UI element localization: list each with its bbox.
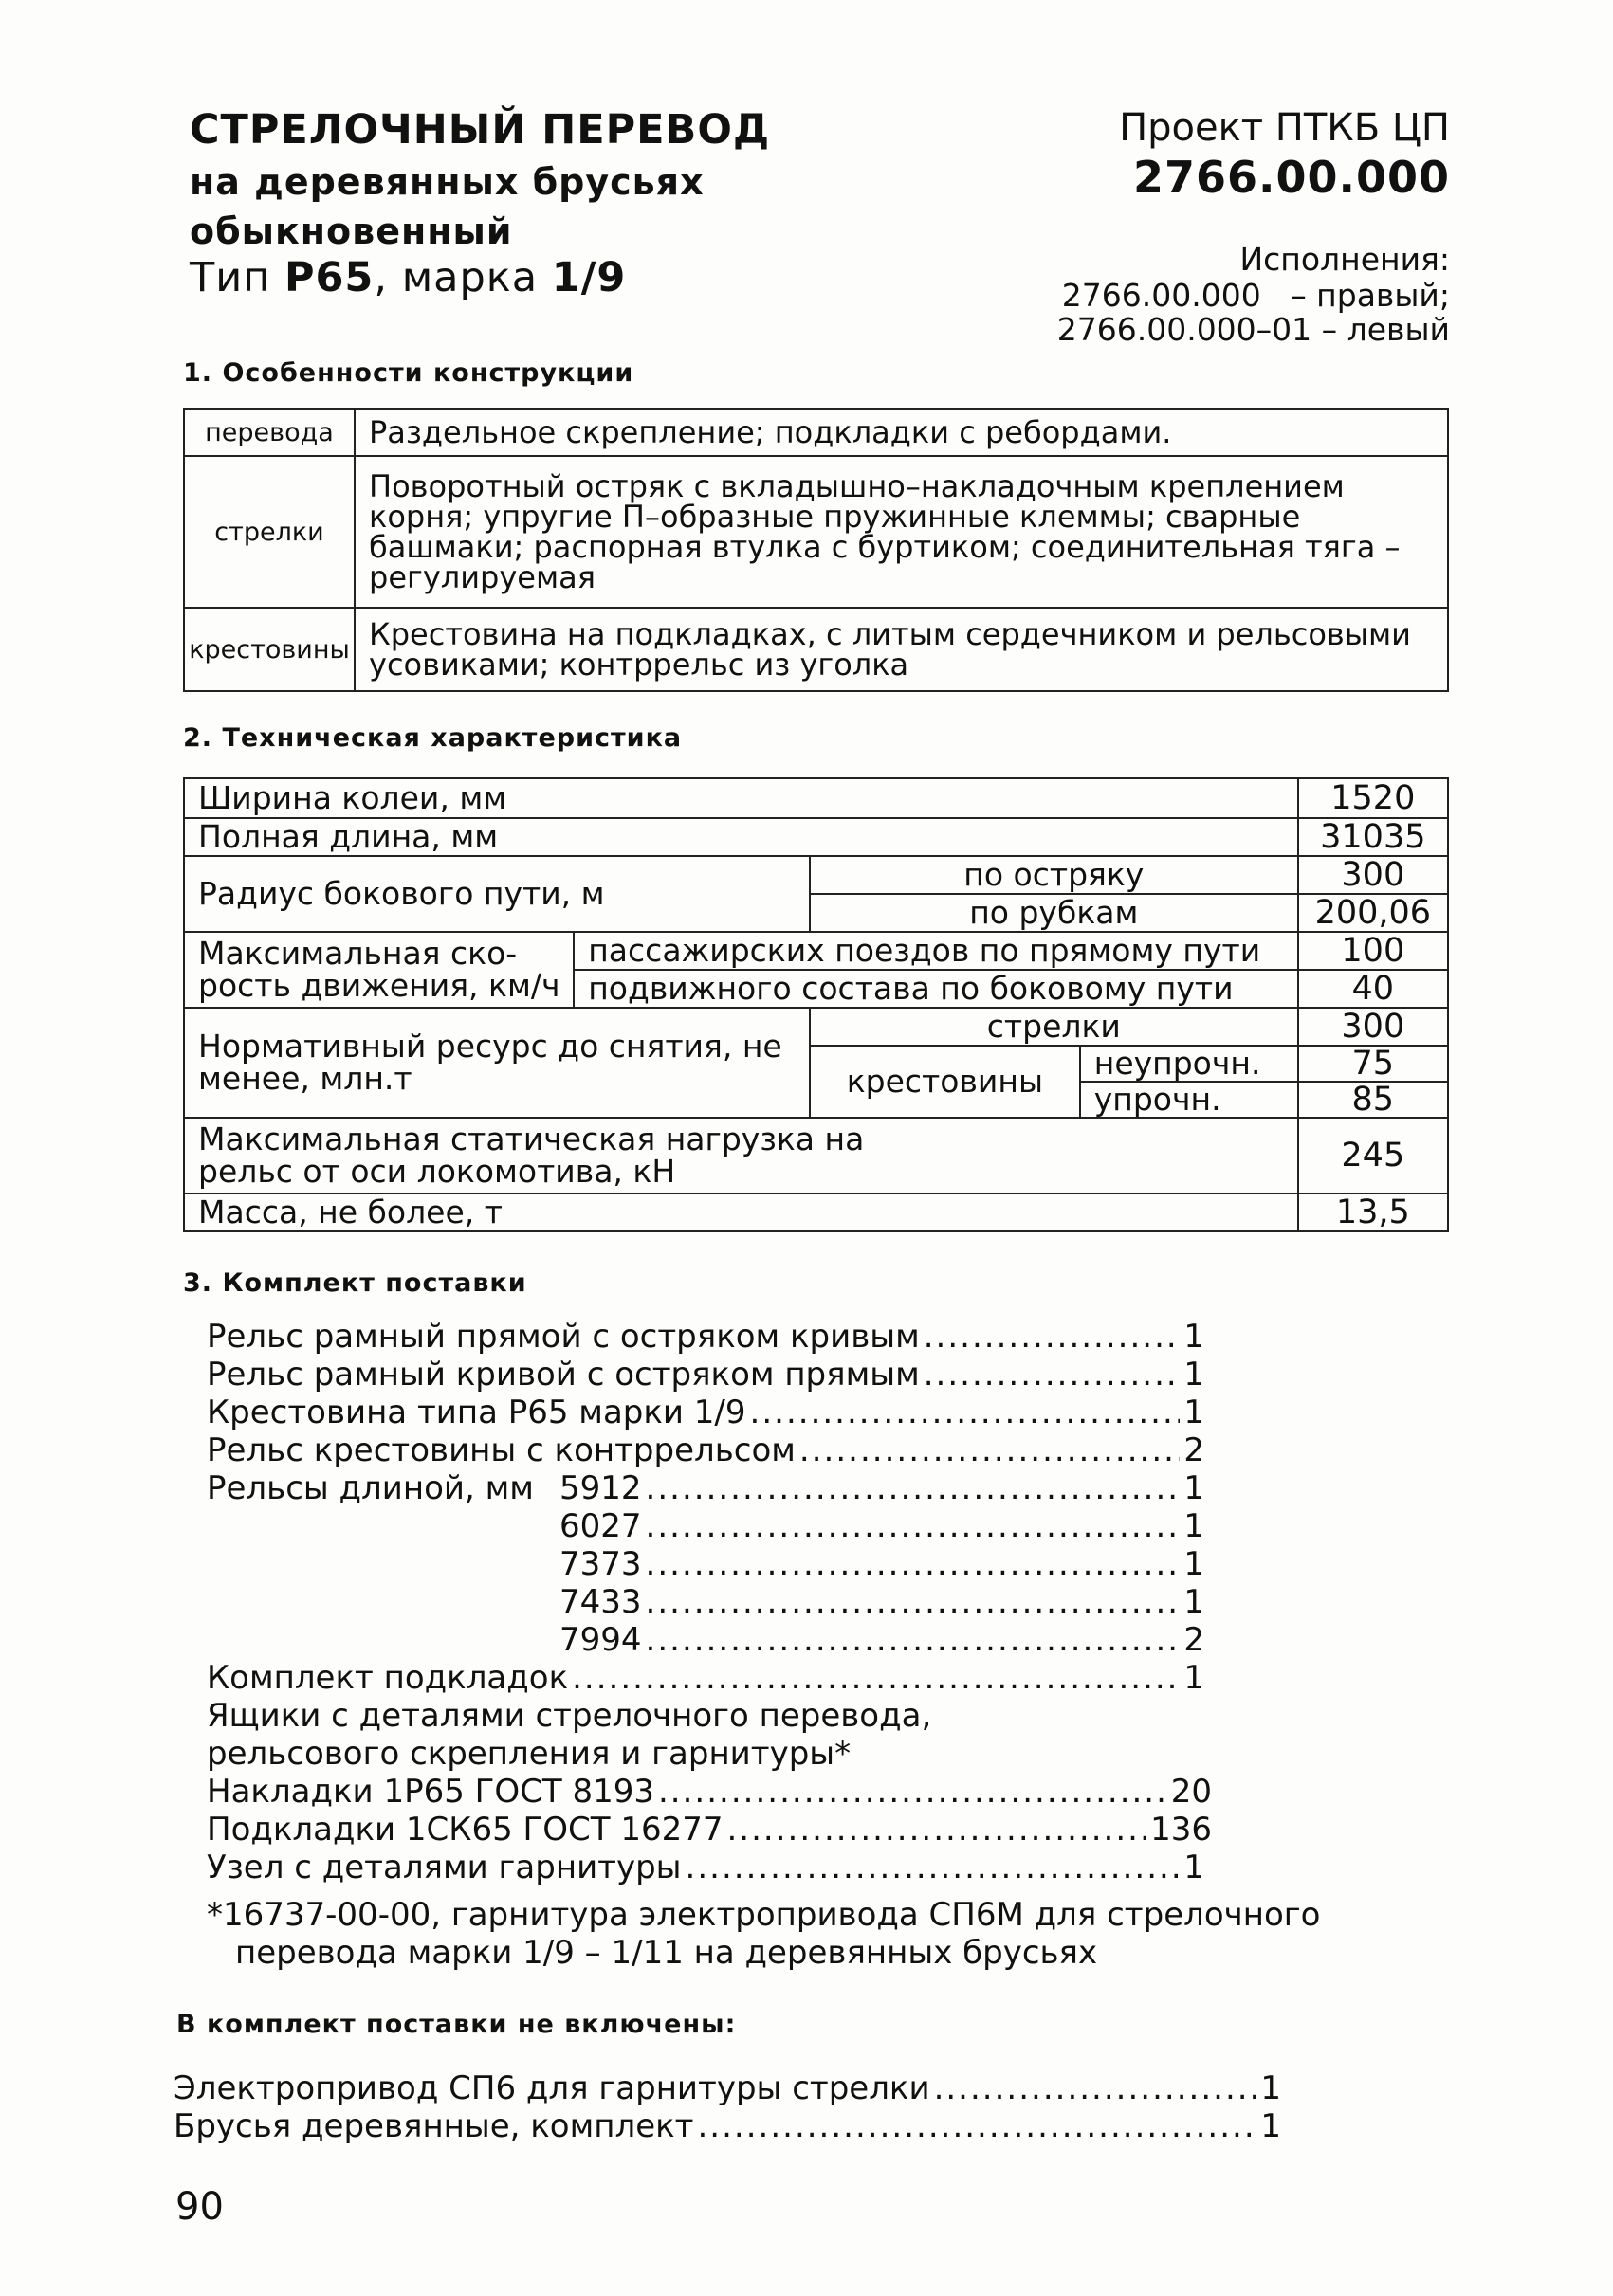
leader-dots bbox=[750, 1394, 1181, 1431]
table-row bbox=[184, 778, 1448, 818]
resource-frog-hardened-value: 85 bbox=[1298, 1082, 1448, 1118]
gauge-value: 1520 bbox=[1298, 778, 1448, 818]
not-included-title: В комплект поставки не включены: bbox=[176, 2010, 737, 2039]
resource-switch-value: 300 bbox=[1298, 1008, 1448, 1046]
list-item bbox=[207, 1356, 1204, 1394]
type-grade-line bbox=[190, 254, 626, 301]
leader-dots bbox=[646, 1621, 1181, 1659]
item-name: Рельс крестовины с контррельсом bbox=[207, 1431, 796, 1469]
page-number: 90 bbox=[175, 2185, 224, 2229]
title-subline-1: на деревянных брусьях bbox=[190, 161, 705, 203]
leader-dots bbox=[658, 1773, 1167, 1811]
rail-length: 5912 bbox=[559, 1469, 642, 1507]
boxes-line-1: Ящики с деталями стрелочного перевода, bbox=[207, 1697, 932, 1735]
design-features-table bbox=[183, 408, 1449, 692]
list-item bbox=[559, 1545, 1204, 1583]
rail-length: 7433 bbox=[559, 1583, 642, 1621]
type-prefix: Тип bbox=[190, 254, 284, 301]
item-qty: 1 bbox=[1183, 1356, 1204, 1394]
rail-qty: 1 bbox=[1183, 1469, 1204, 1507]
gauge-label: Ширина колеи, мм bbox=[184, 778, 1298, 818]
item-name: Подкладки 1СК65 ГОСТ 16277 bbox=[207, 1811, 724, 1849]
table-row bbox=[184, 1194, 1448, 1231]
item-name: Электропривод СП6 для гарнитуры стрелки bbox=[174, 2069, 930, 2107]
item-name: Крестовина типа Р65 марки 1/9 bbox=[207, 1394, 746, 1431]
row-label: перевода bbox=[184, 409, 355, 456]
list-item bbox=[207, 1811, 1212, 1849]
item-name: Узел с деталями гарнитуры bbox=[207, 1849, 682, 1886]
length-value: 31035 bbox=[1298, 818, 1448, 856]
item-name: Брусья деревянные, комплект bbox=[174, 2107, 694, 2145]
boxes-line-2: рельсового скрепления и гарнитуры* bbox=[207, 1735, 852, 1773]
list-item bbox=[174, 2069, 1281, 2107]
row-text: Раздельное скрепление; подкладки с ребордами. bbox=[355, 409, 1448, 456]
technical-specs-table bbox=[183, 777, 1449, 1232]
leader-dots bbox=[799, 1431, 1180, 1469]
load-label: Максимальная статическая нагрузка на рельс от оси локомотива, кН bbox=[184, 1118, 1298, 1194]
list-item bbox=[207, 1659, 1204, 1697]
table-row bbox=[184, 1118, 1448, 1194]
grade-value: 1/9 bbox=[551, 254, 627, 301]
radius-switch-label: по остряку bbox=[810, 856, 1298, 894]
item-qty: 1 bbox=[1260, 2107, 1281, 2145]
leader-dots bbox=[924, 1356, 1181, 1394]
row-text: Поворотный остряк с вкладышно–накладочным креплением корня; упругие П–образные пружинные клеммы; сварные башмаки; распорная втулка с буртиком; соединительная тяга – регулируемая bbox=[355, 456, 1448, 608]
speed-side-label: подвижного состава по боковому пути bbox=[574, 970, 1297, 1008]
list-item bbox=[207, 1318, 1204, 1356]
executions-label: Исполнения: bbox=[1239, 241, 1450, 278]
table-row bbox=[184, 818, 1448, 856]
item-qty: 1 bbox=[1183, 1659, 1204, 1697]
resource-frog-hardened-label: упрочн. bbox=[1080, 1082, 1298, 1118]
radius-rail-value: 200,06 bbox=[1298, 894, 1448, 932]
leader-dots bbox=[646, 1469, 1181, 1507]
leader-dots bbox=[934, 2069, 1257, 2107]
rail-qty: 1 bbox=[1183, 1583, 1204, 1621]
footnote-line-1: *16737-00-00, гарнитура электропривода СП6М для стрелочного bbox=[207, 1896, 1321, 1934]
mass-label: Масса, не более, т bbox=[184, 1194, 1298, 1231]
item-qty: 1 bbox=[1183, 1849, 1204, 1886]
rail-qty: 1 bbox=[1183, 1507, 1204, 1545]
type-value: Р65 bbox=[284, 254, 375, 301]
leader-dots bbox=[697, 2107, 1256, 2145]
item-name: Комплект подкладок bbox=[207, 1659, 569, 1697]
table-row bbox=[184, 932, 1448, 970]
item-name: Накладки 1Р65 ГОСТ 8193 bbox=[207, 1773, 654, 1811]
execution-left: 2766.00.000–01 – левый bbox=[1056, 311, 1450, 348]
list-item bbox=[174, 2107, 1281, 2145]
rail-length: 7373 bbox=[559, 1545, 642, 1583]
section3-title: 3. Комплект поставки bbox=[183, 1268, 527, 1298]
row-label: стрелки bbox=[184, 456, 355, 608]
leader-dots bbox=[686, 1849, 1181, 1886]
document-title: СТРЕЛОЧНЫЙ ПЕРЕВОД bbox=[190, 106, 771, 154]
section1-title: 1. Особенности конструкции bbox=[183, 358, 634, 388]
list-item bbox=[207, 1849, 1204, 1886]
resource-frog-label: крестовины bbox=[810, 1046, 1080, 1118]
list-item bbox=[559, 1583, 1204, 1621]
table-row bbox=[184, 608, 1448, 691]
item-name: Рельс рамный кривой с остряком прямым bbox=[207, 1356, 920, 1394]
list-item bbox=[207, 1773, 1212, 1811]
list-item bbox=[559, 1621, 1204, 1659]
rail-qty: 1 bbox=[1183, 1545, 1204, 1583]
leader-dots bbox=[646, 1507, 1181, 1545]
speed-straight-value: 100 bbox=[1298, 932, 1448, 970]
length-label: Полная длина, мм bbox=[184, 818, 1298, 856]
execution-right: 2766.00.000 – правый; bbox=[1061, 277, 1450, 314]
list-item bbox=[559, 1469, 1204, 1507]
resource-frog-unhardened-value: 75 bbox=[1298, 1046, 1448, 1082]
table-row bbox=[184, 456, 1448, 608]
title-subline-2: обыкновенный bbox=[190, 210, 513, 252]
item-qty: 1 bbox=[1183, 1394, 1204, 1431]
speed-side-value: 40 bbox=[1298, 970, 1448, 1008]
list-item bbox=[559, 1507, 1204, 1545]
mass-value: 13,5 bbox=[1298, 1194, 1448, 1231]
item-name: Рельс рамный прямой с остряком кривым bbox=[207, 1318, 920, 1356]
radius-label: Радиус бокового пути, м bbox=[184, 856, 810, 932]
radius-rail-label: по рубкам bbox=[810, 894, 1298, 932]
leader-dots bbox=[646, 1545, 1181, 1583]
row-label: крестовины bbox=[184, 608, 355, 691]
rail-length: 7994 bbox=[559, 1621, 642, 1659]
footnote-line-2: перевода марки 1/9 – 1/11 на деревянных брусьях bbox=[235, 1934, 1098, 1972]
list-item bbox=[207, 1431, 1204, 1469]
row-text: Крестовина на подкладках, с литым сердечником и рельсовыми усовиками; контррельс из уголка bbox=[355, 608, 1448, 691]
item-qty: 136 bbox=[1150, 1811, 1212, 1849]
project-number: 2766.00.000 bbox=[1132, 152, 1450, 203]
item-qty: 20 bbox=[1170, 1773, 1212, 1811]
rail-length: 6027 bbox=[559, 1507, 642, 1545]
radius-switch-value: 300 bbox=[1298, 856, 1448, 894]
project-label: Проект ПТКБ ЦП bbox=[1119, 106, 1450, 150]
speed-straight-label: пассажирских поездов по прямому пути bbox=[574, 932, 1297, 970]
grade-prefix: , марка bbox=[374, 254, 552, 301]
item-qty: 1 bbox=[1183, 1318, 1204, 1356]
list-item bbox=[207, 1394, 1204, 1431]
item-qty: 1 bbox=[1260, 2069, 1281, 2107]
speed-label: Максимальная ско- рость движения, км/ч bbox=[184, 932, 574, 1008]
resource-label: Нормативный ресурс до снятия, не менее, млн.т bbox=[184, 1008, 810, 1118]
table-row bbox=[184, 1008, 1448, 1046]
table-row bbox=[184, 856, 1448, 894]
table-row bbox=[184, 409, 1448, 456]
rail-qty: 2 bbox=[1183, 1621, 1204, 1659]
leader-dots bbox=[572, 1659, 1180, 1697]
rails-label: Рельсы длиной, мм bbox=[207, 1469, 534, 1507]
item-qty: 2 bbox=[1183, 1431, 1204, 1469]
load-value: 245 bbox=[1298, 1118, 1448, 1194]
leader-dots bbox=[924, 1318, 1181, 1356]
resource-switch-label: стрелки bbox=[810, 1008, 1298, 1046]
leader-dots bbox=[726, 1811, 1146, 1849]
leader-dots bbox=[646, 1583, 1181, 1621]
resource-frog-unhardened-label: неупрочн. bbox=[1080, 1046, 1298, 1082]
section2-title: 2. Техническая характеристика bbox=[183, 723, 683, 753]
